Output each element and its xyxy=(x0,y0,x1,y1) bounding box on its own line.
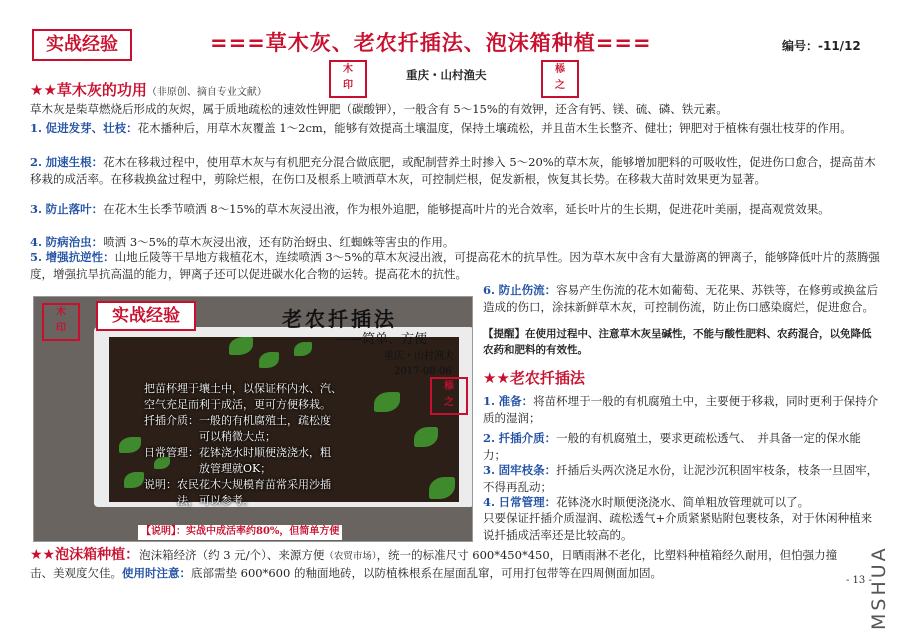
foam-box-paragraph xyxy=(30,545,860,582)
foam-text: 底部需垫 600*600 的釉面地砖，以防植株根系在屋面乱窜，可用打包带等在四周侧面加固。 xyxy=(191,566,662,581)
usage-label: 使用时注意： xyxy=(122,566,191,581)
stars-icon: ★★ xyxy=(30,547,56,563)
section-heading-plant-ash xyxy=(30,80,267,102)
seal-char: 印 xyxy=(343,80,353,91)
item-number: 5. xyxy=(30,250,43,264)
seal-char: 木 xyxy=(343,64,353,75)
cutting-photo xyxy=(33,296,473,542)
serial-number: 编号：-11/12 xyxy=(782,39,861,53)
item-text: 扦插后头两次浇足水份，让泥沙沉积固牢枝条，枝条一旦固牢，不得再乱动； xyxy=(483,463,879,494)
photo-subtitle: ——简单、方便 xyxy=(336,332,428,347)
item-number: 6. xyxy=(483,283,496,297)
item-text: 花钵浇水时顺便浇浇水、简单粗放管理就可以了。 xyxy=(556,495,810,509)
overlay-line: 说明：农民花木大规模育苗常采用沙插 xyxy=(144,477,331,491)
list-item xyxy=(483,282,881,315)
reminder-note: 【提醒】在使用过程中、注意草木灰呈碱性，不能与酸性肥料、农药混合，以免降低农药和肥料的有效性。 xyxy=(483,328,872,356)
foam-text: 泡沫箱经济（约 3 元/个）、来源方便 xyxy=(139,548,325,562)
item-number: 4. xyxy=(30,235,43,249)
item-number: 2. xyxy=(30,155,43,169)
list-item xyxy=(30,120,880,137)
item-text: 将苗杯埋于一般的有机腐殖土中，主要便于移栽，同时更利于保持介质的湿润； xyxy=(483,394,879,425)
seal-char: 㮇 xyxy=(444,381,454,392)
item-label: 加速生根： xyxy=(45,155,104,169)
stars-icon: ★★ xyxy=(483,369,510,387)
seal-stamp-left xyxy=(329,60,367,98)
badge-practical-experience: 实战经验 xyxy=(32,29,132,61)
item-number: 1. xyxy=(30,121,43,135)
photo-caption: 【说明】：实战中成活率约80%，但简单方便 xyxy=(138,525,342,540)
item-text: 容易产生伤流的花木如葡萄、无花果、苏铁等，在修剪或换盆后造成的伤口，涂抹新鲜草木灰，可控制伤流，防止伤口感染腐烂，促进愈合。 xyxy=(483,283,879,314)
seal-char: 印 xyxy=(56,323,66,334)
item-label: 防病治虫： xyxy=(45,235,104,249)
item-text: 花木在移栽过程中，使用草木灰与有机肥充分混合做底肥，或配制营养土时掺入 5～20%的草木灰，能够增加肥料的可吸收性，促进伤口愈合，提高苗木移栽的成活率。在移栽换盆过程中，剪除烂根，在伤口及根系上喷洒草木灰，可控制烂根，促发新根，恢复其长势。在移栽大苗时效果更为显著。 xyxy=(30,155,876,186)
foam-note: （农贸市场） xyxy=(324,551,377,562)
seal-char: 之 xyxy=(555,80,565,91)
item-text: 一般的有机腐殖土，要求更疏松透气、 并具备一定的保水能力； xyxy=(483,431,861,462)
overlay-line: 把苗杯埋于壤土中，以保证杯内水、汽、 xyxy=(144,382,342,395)
section-title: 泡沫箱种植： xyxy=(55,547,140,563)
item-number: 3. xyxy=(483,463,496,477)
section-note: （非原创、摘自专业文献） xyxy=(146,87,267,98)
item-text: 在花木生长季节喷洒 8～15%的草木灰浸出液，作为根外追肥，能够提高叶片的光合效率，延长叶片的生长期，促进花叶美丽，提高观赏效果。 xyxy=(103,202,830,216)
seal-char: 木 xyxy=(56,307,66,318)
item-label: 固牢枝条： xyxy=(498,463,557,477)
photo-date: 2017-08-06 xyxy=(394,366,452,377)
item-text: 山地丘陵等干旱地方栽植花木，连续喷洒 3～5%的草木灰浸出液，可提高花木的抗旱性。因为草木灰中含有大量游离的钾离子，能够降低叶片的蒸腾强度，增强抗旱抗高温的能力，钾离子还可以促进碳水化合物的运转。提高花木的抗性。 xyxy=(30,250,880,281)
watermark-text: MSHUA xyxy=(868,545,890,630)
overlay-line: 法，可以参考。 xyxy=(144,493,254,507)
item-text: 喷洒 3～5%的草木灰浸出液，还有防治蚜虫、红蜘蛛等害虫的作用。 xyxy=(103,235,455,249)
seal-char: 㮇 xyxy=(555,64,565,75)
item-number: 3. xyxy=(30,202,43,216)
item-label: 防止落叶： xyxy=(45,202,104,216)
item-label: 增强抗逆性： xyxy=(45,250,115,264)
overlay-line: 日常管理：花钵浇水时顺便浇浇水，粗 xyxy=(144,445,331,459)
item-label: 准备： xyxy=(498,394,534,408)
item-label: 促进发芽、壮枝： xyxy=(45,121,138,135)
section-title: 草木灰的功用 xyxy=(56,81,147,99)
seal-stamp-right xyxy=(541,60,579,98)
overlay-line: 放管理就OK； xyxy=(144,461,272,475)
item-number: 4. xyxy=(483,495,496,509)
page-number: - 13 - xyxy=(846,575,872,586)
author-name: 重庆・山村渔夫 xyxy=(406,68,487,82)
item-label: 防止伤流： xyxy=(498,283,557,297)
photo-seal-stamp-small xyxy=(430,377,468,415)
overlay-line: 可以稍微大点； xyxy=(144,429,276,443)
section-heading-cutting xyxy=(483,368,585,390)
overlay-line: 扦插介质：一般的有机腐殖土，疏松度 xyxy=(144,413,331,427)
closing-paragraph: 只要保证扦插介质湿润、疏松透气+介质紧紧贴附包裹枝条，对于休闲种植来说扦插成活率还是比较高的。 xyxy=(483,511,873,542)
list-item xyxy=(483,462,881,495)
overlay-line: 空气充足而利于成活，更可方便移栽。 xyxy=(144,397,331,411)
photo-author: 重庆・山村渔夫 xyxy=(384,351,454,362)
list-item xyxy=(30,249,880,282)
seal-char: 之 xyxy=(444,397,454,408)
intro-paragraph: 草木灰是柴草燃烧后形成的灰烬，属于质地疏松的速效性钾肥（碳酸钾），一般含有 5～15%的有效钾，还含有钙、镁、硫、磷、铁元素。 xyxy=(30,102,728,116)
stars-icon: ★★ xyxy=(30,81,57,99)
photo-overlay-text xyxy=(144,381,404,509)
item-number: 1. xyxy=(483,394,496,408)
list-item xyxy=(483,430,881,463)
photo-title: 老农扦插法 xyxy=(282,307,397,331)
list-item xyxy=(483,393,881,426)
list-item xyxy=(30,201,880,218)
page-title: ===草木灰、老农扦插法、泡沫箱种植=== xyxy=(210,31,652,55)
item-label: 扦插介质： xyxy=(498,431,557,445)
item-label: 日常管理： xyxy=(498,495,557,509)
photo-seal-stamp xyxy=(42,303,80,341)
section-heading-foam-box xyxy=(30,547,139,563)
list-item xyxy=(30,154,880,187)
foam-text: ，统一的标准尺寸 600*450*450，日晒雨淋不老化，比塑料种植箱经久耐用，但怕强力撞击、美观度欠佳。 xyxy=(30,548,838,581)
list-item xyxy=(483,494,881,511)
photo-badge: 实战经验 xyxy=(96,301,196,331)
item-number: 2. xyxy=(483,431,496,445)
item-text: 花木播种后，用草木灰覆盖 1～2cm，能够有效提高土壤温度，保持土壤疏松，并且苗木生长整齐、健壮；钾肥对于植株有强壮枝芽的作用。 xyxy=(137,121,852,135)
section-title: 老农扦插法 xyxy=(509,369,585,387)
